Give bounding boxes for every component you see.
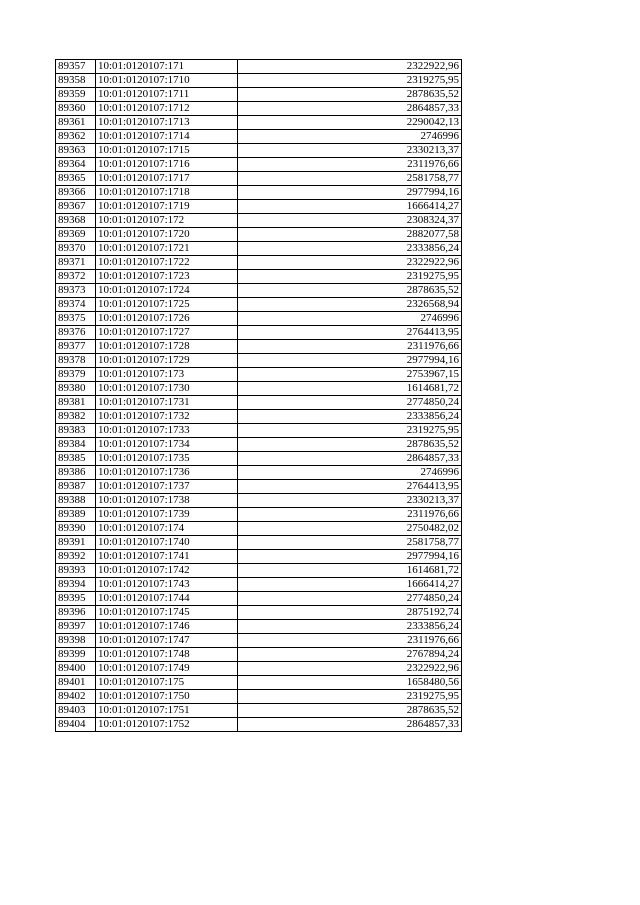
row-number-cell: 89382 xyxy=(56,410,96,424)
value-cell: 2581758,77 xyxy=(238,536,462,550)
table-row xyxy=(56,172,462,186)
value-cell: 2764413,95 xyxy=(238,326,462,340)
value-cell: 1666414,27 xyxy=(238,578,462,592)
cadastral-number-cell: 10:01:0120107:1722 xyxy=(96,256,238,270)
table-row xyxy=(56,522,462,536)
table-row xyxy=(56,340,462,354)
cadastral-number-cell: 10:01:0120107:1717 xyxy=(96,172,238,186)
cadastral-number-cell: 10:01:0120107:1738 xyxy=(96,494,238,508)
row-number-cell: 89396 xyxy=(56,606,96,620)
value-cell: 2746996 xyxy=(238,466,462,480)
value-cell: 2875192,74 xyxy=(238,606,462,620)
row-number-cell: 89391 xyxy=(56,536,96,550)
cadastral-number-cell: 10:01:0120107:1750 xyxy=(96,690,238,704)
row-number-cell: 89393 xyxy=(56,564,96,578)
value-cell: 2882077,58 xyxy=(238,228,462,242)
row-number-cell: 89384 xyxy=(56,438,96,452)
cadastral-number-cell: 10:01:0120107:1723 xyxy=(96,270,238,284)
cadastral-number-cell: 10:01:0120107:175 xyxy=(96,676,238,690)
cadastral-number-cell: 10:01:0120107:174 xyxy=(96,522,238,536)
table-row xyxy=(56,312,462,326)
value-cell: 2290042,13 xyxy=(238,116,462,130)
cadastral-number-cell: 10:01:0120107:1719 xyxy=(96,200,238,214)
row-number-cell: 89371 xyxy=(56,256,96,270)
cadastral-number-cell: 10:01:0120107:1712 xyxy=(96,102,238,116)
table-row xyxy=(56,284,462,298)
table-row xyxy=(56,298,462,312)
row-number-cell: 89377 xyxy=(56,340,96,354)
cadastral-number-cell: 10:01:0120107:171 xyxy=(96,60,238,74)
table-row xyxy=(56,410,462,424)
table-row xyxy=(56,438,462,452)
table-row xyxy=(56,480,462,494)
row-number-cell: 89401 xyxy=(56,676,96,690)
table-row xyxy=(56,634,462,648)
cadastral-number-cell: 10:01:0120107:1740 xyxy=(96,536,238,550)
row-number-cell: 89369 xyxy=(56,228,96,242)
table-row xyxy=(56,550,462,564)
table-row xyxy=(56,256,462,270)
value-cell: 2746996 xyxy=(238,312,462,326)
value-cell: 2878635,52 xyxy=(238,438,462,452)
table-row xyxy=(56,354,462,368)
cadastral-number-cell: 10:01:0120107:1715 xyxy=(96,144,238,158)
table-row xyxy=(56,676,462,690)
value-cell: 2311976,66 xyxy=(238,508,462,522)
cadastral-number-cell: 10:01:0120107:1746 xyxy=(96,620,238,634)
spreadsheet-page xyxy=(55,59,462,732)
row-number-cell: 89365 xyxy=(56,172,96,186)
table-row xyxy=(56,74,462,88)
table-row xyxy=(56,396,462,410)
cadastral-number-cell: 10:01:0120107:1742 xyxy=(96,564,238,578)
table-row xyxy=(56,718,462,732)
table-row xyxy=(56,144,462,158)
value-cell: 2864857,33 xyxy=(238,452,462,466)
cadastral-number-cell: 10:01:0120107:1739 xyxy=(96,508,238,522)
row-number-cell: 89400 xyxy=(56,662,96,676)
value-cell: 2333856,24 xyxy=(238,410,462,424)
row-number-cell: 89361 xyxy=(56,116,96,130)
table-row xyxy=(56,606,462,620)
table-row xyxy=(56,368,462,382)
row-number-cell: 89387 xyxy=(56,480,96,494)
table-row xyxy=(56,424,462,438)
row-number-cell: 89398 xyxy=(56,634,96,648)
value-cell: 2878635,52 xyxy=(238,88,462,102)
row-number-cell: 89378 xyxy=(56,354,96,368)
table-row xyxy=(56,214,462,228)
value-cell: 2311976,66 xyxy=(238,634,462,648)
cadastral-number-cell: 10:01:0120107:1737 xyxy=(96,480,238,494)
table-row xyxy=(56,270,462,284)
value-cell: 2767894,24 xyxy=(238,648,462,662)
value-cell: 2326568,94 xyxy=(238,298,462,312)
row-number-cell: 89381 xyxy=(56,396,96,410)
cadastral-number-cell: 10:01:0120107:1714 xyxy=(96,130,238,144)
value-cell: 2764413,95 xyxy=(238,480,462,494)
row-number-cell: 89358 xyxy=(56,74,96,88)
table-row xyxy=(56,704,462,718)
value-cell: 2977994,16 xyxy=(238,186,462,200)
cadastral-number-cell: 10:01:0120107:173 xyxy=(96,368,238,382)
row-number-cell: 89390 xyxy=(56,522,96,536)
value-cell: 2311976,66 xyxy=(238,340,462,354)
row-number-cell: 89375 xyxy=(56,312,96,326)
row-number-cell: 89392 xyxy=(56,550,96,564)
row-number-cell: 89402 xyxy=(56,690,96,704)
table-row xyxy=(56,494,462,508)
row-number-cell: 89394 xyxy=(56,578,96,592)
cadastral-number-cell: 10:01:0120107:1745 xyxy=(96,606,238,620)
table-row xyxy=(56,578,462,592)
cadastral-number-cell: 10:01:0120107:1731 xyxy=(96,396,238,410)
table-row xyxy=(56,452,462,466)
table-row xyxy=(56,662,462,676)
value-cell: 1666414,27 xyxy=(238,200,462,214)
table-row xyxy=(56,620,462,634)
table-row xyxy=(56,382,462,396)
value-cell: 2333856,24 xyxy=(238,620,462,634)
row-number-cell: 89397 xyxy=(56,620,96,634)
cadastral-number-cell: 10:01:0120107:1724 xyxy=(96,284,238,298)
table-row xyxy=(56,88,462,102)
row-number-cell: 89376 xyxy=(56,326,96,340)
row-number-cell: 89362 xyxy=(56,130,96,144)
cadastral-number-cell: 10:01:0120107:1720 xyxy=(96,228,238,242)
value-cell: 2774850,24 xyxy=(238,592,462,606)
table-row xyxy=(56,130,462,144)
value-cell: 2330213,37 xyxy=(238,494,462,508)
table-row xyxy=(56,564,462,578)
table-row xyxy=(56,228,462,242)
cadastral-number-cell: 10:01:0120107:1749 xyxy=(96,662,238,676)
data-table xyxy=(55,59,462,732)
value-cell: 2330213,37 xyxy=(238,144,462,158)
value-cell: 2311976,66 xyxy=(238,158,462,172)
cadastral-number-cell: 10:01:0120107:1721 xyxy=(96,242,238,256)
cadastral-number-cell: 10:01:0120107:1743 xyxy=(96,578,238,592)
table-row xyxy=(56,690,462,704)
value-cell: 2319275,95 xyxy=(238,424,462,438)
value-cell: 2878635,52 xyxy=(238,704,462,718)
row-number-cell: 89359 xyxy=(56,88,96,102)
row-number-cell: 89380 xyxy=(56,382,96,396)
cadastral-number-cell: 10:01:0120107:1736 xyxy=(96,466,238,480)
cadastral-number-cell: 10:01:0120107:1710 xyxy=(96,74,238,88)
value-cell: 1614681,72 xyxy=(238,564,462,578)
value-cell: 2977994,16 xyxy=(238,354,462,368)
value-cell: 2977994,16 xyxy=(238,550,462,564)
value-cell: 2322922,96 xyxy=(238,256,462,270)
value-cell: 1614681,72 xyxy=(238,382,462,396)
cadastral-number-cell: 10:01:0120107:1730 xyxy=(96,382,238,396)
row-number-cell: 89386 xyxy=(56,466,96,480)
row-number-cell: 89360 xyxy=(56,102,96,116)
table-row xyxy=(56,242,462,256)
table-row xyxy=(56,186,462,200)
table-row xyxy=(56,60,462,74)
row-number-cell: 89404 xyxy=(56,718,96,732)
value-cell: 2878635,52 xyxy=(238,284,462,298)
value-cell: 2319275,95 xyxy=(238,690,462,704)
table-row xyxy=(56,326,462,340)
row-number-cell: 89364 xyxy=(56,158,96,172)
table-body xyxy=(56,60,462,732)
value-cell: 2864857,33 xyxy=(238,102,462,116)
row-number-cell: 89363 xyxy=(56,144,96,158)
table-row xyxy=(56,536,462,550)
row-number-cell: 89357 xyxy=(56,60,96,74)
row-number-cell: 89372 xyxy=(56,270,96,284)
cadastral-number-cell: 10:01:0120107:1748 xyxy=(96,648,238,662)
value-cell: 2746996 xyxy=(238,130,462,144)
row-number-cell: 89366 xyxy=(56,186,96,200)
value-cell: 1658480,56 xyxy=(238,676,462,690)
row-number-cell: 89370 xyxy=(56,242,96,256)
row-number-cell: 89367 xyxy=(56,200,96,214)
cadastral-number-cell: 10:01:0120107:1744 xyxy=(96,592,238,606)
row-number-cell: 89403 xyxy=(56,704,96,718)
cadastral-number-cell: 10:01:0120107:1716 xyxy=(96,158,238,172)
cadastral-number-cell: 10:01:0120107:1711 xyxy=(96,88,238,102)
table-row xyxy=(56,648,462,662)
row-number-cell: 89388 xyxy=(56,494,96,508)
cadastral-number-cell: 10:01:0120107:1735 xyxy=(96,452,238,466)
value-cell: 2581758,77 xyxy=(238,172,462,186)
row-number-cell: 89379 xyxy=(56,368,96,382)
value-cell: 2319275,95 xyxy=(238,74,462,88)
cadastral-number-cell: 10:01:0120107:172 xyxy=(96,214,238,228)
row-number-cell: 89368 xyxy=(56,214,96,228)
cadastral-number-cell: 10:01:0120107:1729 xyxy=(96,354,238,368)
value-cell: 2333856,24 xyxy=(238,242,462,256)
table-row xyxy=(56,200,462,214)
cadastral-number-cell: 10:01:0120107:1751 xyxy=(96,704,238,718)
cadastral-number-cell: 10:01:0120107:1713 xyxy=(96,116,238,130)
table-row xyxy=(56,116,462,130)
table-row xyxy=(56,158,462,172)
table-row xyxy=(56,466,462,480)
value-cell: 2774850,24 xyxy=(238,396,462,410)
value-cell: 2750482,02 xyxy=(238,522,462,536)
table-row xyxy=(56,592,462,606)
row-number-cell: 89383 xyxy=(56,424,96,438)
row-number-cell: 89374 xyxy=(56,298,96,312)
row-number-cell: 89389 xyxy=(56,508,96,522)
row-number-cell: 89385 xyxy=(56,452,96,466)
cadastral-number-cell: 10:01:0120107:1752 xyxy=(96,718,238,732)
cadastral-number-cell: 10:01:0120107:1718 xyxy=(96,186,238,200)
cadastral-number-cell: 10:01:0120107:1732 xyxy=(96,410,238,424)
cadastral-number-cell: 10:01:0120107:1734 xyxy=(96,438,238,452)
value-cell: 2319275,95 xyxy=(238,270,462,284)
cadastral-number-cell: 10:01:0120107:1733 xyxy=(96,424,238,438)
row-number-cell: 89395 xyxy=(56,592,96,606)
value-cell: 2864857,33 xyxy=(238,718,462,732)
cadastral-number-cell: 10:01:0120107:1726 xyxy=(96,312,238,326)
cadastral-number-cell: 10:01:0120107:1728 xyxy=(96,340,238,354)
cadastral-number-cell: 10:01:0120107:1725 xyxy=(96,298,238,312)
row-number-cell: 89373 xyxy=(56,284,96,298)
table-row xyxy=(56,102,462,116)
table-row xyxy=(56,508,462,522)
value-cell: 2322922,96 xyxy=(238,60,462,74)
cadastral-number-cell: 10:01:0120107:1747 xyxy=(96,634,238,648)
value-cell: 2753967,15 xyxy=(238,368,462,382)
cadastral-number-cell: 10:01:0120107:1727 xyxy=(96,326,238,340)
row-number-cell: 89399 xyxy=(56,648,96,662)
value-cell: 2308324,37 xyxy=(238,214,462,228)
cadastral-number-cell: 10:01:0120107:1741 xyxy=(96,550,238,564)
value-cell: 2322922,96 xyxy=(238,662,462,676)
